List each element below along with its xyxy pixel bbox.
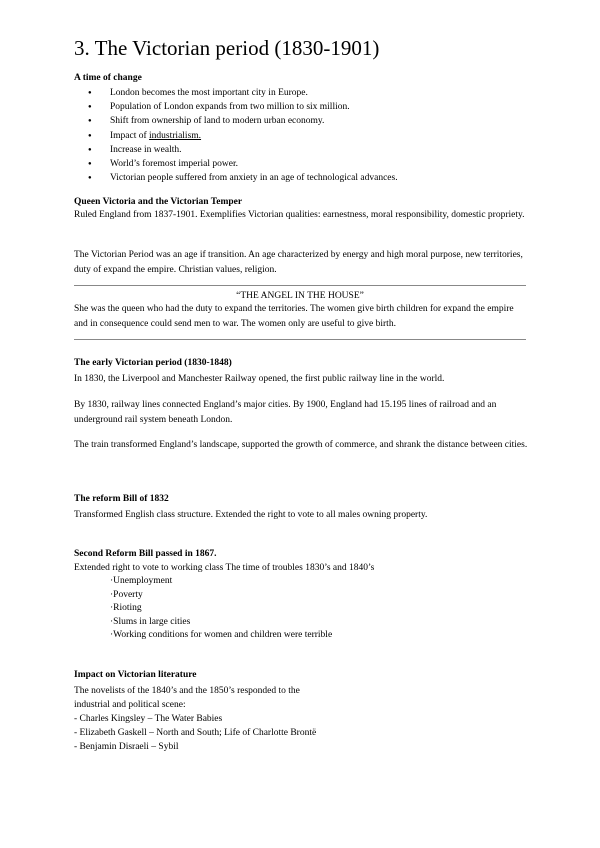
paragraph: Ruled England from 1837-1901. Exemplifies Victorian qualities: earnestness, moral responsibility, domestic propriety. bbox=[74, 210, 525, 220]
text-line: The novelists of the 1840’s and the 1850’s responded to the bbox=[74, 686, 300, 696]
list-item: ● London becomes the most important city in Europe. bbox=[88, 86, 398, 100]
list-item: ● World’s foremost imperial power. bbox=[88, 157, 398, 171]
paragraph: Extended right to vote to working class The time of troubles 1830’s and 1840’s bbox=[74, 563, 375, 573]
angel-in-the-house-title: “THE ANGEL IN THE HOUSE” bbox=[236, 291, 364, 301]
underlined-term: industrialism. bbox=[149, 130, 202, 141]
text-line: - Charles Kingsley – The Water Babies bbox=[74, 714, 223, 724]
heading-second-reform-bill bbox=[74, 549, 217, 559]
paragraph: In 1830, the Liverpool and Manchester Railway opened, the first public railway line in the world. bbox=[74, 374, 445, 384]
paragraph: She was the queen who had the duty to expand the territories. The women give birth children for expand the empire and in consequence could send men to war. The women only are useful to give birth. bbox=[74, 304, 514, 329]
list-item: ● Increase in wealth. bbox=[88, 143, 398, 157]
text-line: - Benjamin Disraeli – Sybil bbox=[74, 742, 179, 752]
paragraph: By 1830, railway lines connected England’s major cities. By 1900, England had 15.195 lines of railroad and an underground rail system beneath London. bbox=[74, 400, 497, 425]
divider bbox=[74, 285, 526, 286]
heading-time-of-change: A time of change bbox=[74, 73, 142, 83]
heading-impact-literature: Impact on Victorian literature bbox=[74, 670, 197, 680]
divider bbox=[74, 339, 526, 340]
paragraph: The Victorian Period was an age if transition. An age characterized by energy and high moral purpose, new territories, duty of expand the empire. Christian values, religion. bbox=[74, 250, 523, 275]
list-item: · Rioting bbox=[110, 602, 332, 616]
paragraph: Transformed English class structure. Extended the right to vote to all males owning property. bbox=[74, 510, 428, 520]
list-item: ● Victorian people suffered from anxiety in an age of technological advances. bbox=[88, 171, 398, 185]
heading-queen-victoria: Queen Victoria and the Victorian Temper bbox=[74, 197, 243, 207]
heading-period: . bbox=[214, 549, 217, 559]
list-item bbox=[88, 129, 398, 143]
heading-early-victorian: The early Victorian period (1830-1848) bbox=[74, 358, 232, 368]
list-item: · Poverty bbox=[110, 589, 332, 603]
troubles-list bbox=[110, 575, 332, 643]
list-item: · Working conditions for women and children were terrible bbox=[110, 629, 332, 643]
list-item: ● Shift from ownership of land to modern urban economy. bbox=[88, 114, 398, 128]
heading-reform-bill-1832: The reform Bill of 1832 bbox=[74, 494, 169, 504]
paragraph: The train transformed England’s landscape, supported the growth of commerce, and shrank the distance between cities. bbox=[74, 440, 528, 450]
list-item: ● Population of London expands from two million to six million. bbox=[88, 100, 398, 114]
time-of-change-list bbox=[88, 86, 398, 185]
page-title: 3. The Victorian period (1830-1901) bbox=[74, 36, 380, 60]
heading-text: Second Reform Bill passed in 1867 bbox=[74, 549, 215, 559]
list-item: · Slums in large cities bbox=[110, 616, 332, 630]
list-item-text: Impact of bbox=[110, 130, 150, 141]
list-item: · Unemployment bbox=[110, 575, 332, 589]
text-line: industrial and political scene: bbox=[74, 700, 186, 710]
text-line: - Elizabeth Gaskell – North and South; Life of Charlotte Brontë bbox=[74, 728, 317, 738]
